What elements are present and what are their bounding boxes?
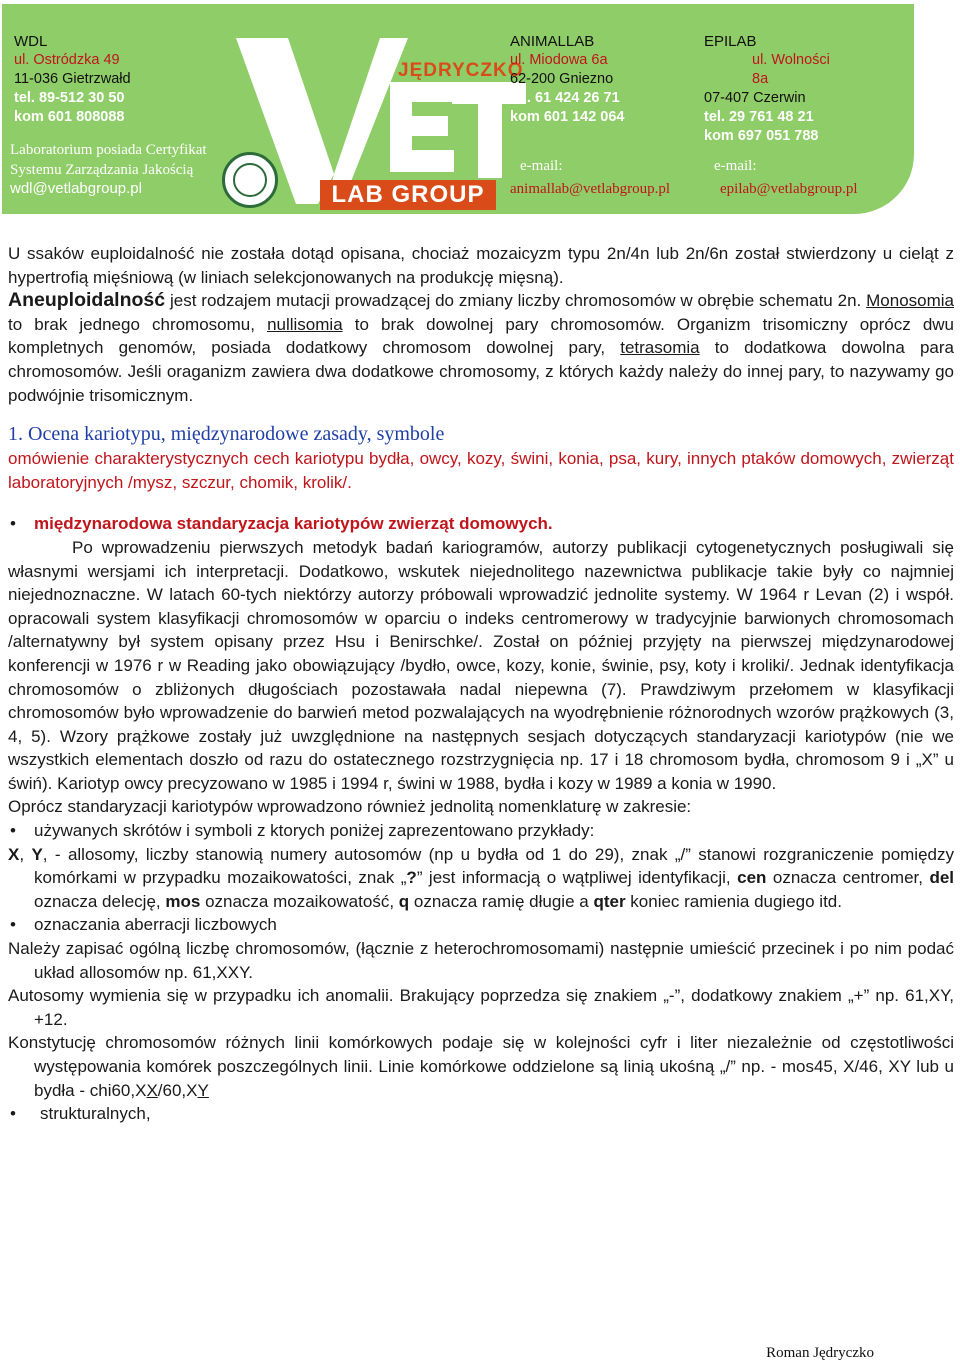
wdl-city: 11-036 Gietrzwałd xyxy=(14,71,131,87)
wdl-address xyxy=(14,32,131,127)
paragraph-symbols xyxy=(8,843,954,914)
sym-qter: qter xyxy=(593,891,626,911)
lab-group-label: LAB GROUP xyxy=(320,180,496,210)
epilab-number: 8a xyxy=(752,71,769,87)
letterhead xyxy=(2,4,914,214)
epilab-city: 07-407 Czerwin xyxy=(704,90,806,106)
paragraph-history: Po wprowadzeniu pierwszych metodyk badań kariogramów, autorzy publikacji cytogenetycznych posługiwali się własnymi wersjami ich interpretacji. Dodatkowo, wskutek niejednolitego nazewnictwa publikacje takie były co najmniej niejednoznaczne. W latach 60-tych niektórzy autorzy próbowali wprowadzić jednolite systemy. W 1964 r Levan (2) i współ. opracowali system klasyfikacji chromosomów w oparciu o indeks centromerowy w tradycyjnie barwionych chromosomach /alternatywny był system opisany przez Hsu i Benirschke/. Został on później przyjęty na pierwszej międzynarodowej konferencji w 1976 r w Reading jako obowiązujący /bydło, owce, kozy, konie, świnie, psy, koty i kroliki/. Jednak identyfikacja chromosomów o zbliżonych długościach pozostawała nadal niepewna (7). Prawdziwym przełomem w klasyfikacji chromosomów było wprowadzenie do barwień metod pozwalających na wyodrębnienie różnorodnych wzorów prążkowych (3, 4, 5). Wzory prążkowe zostały już uwzględnione na następnych sesjach dotyczących standaryzacji kariotypów (nie we wszystkich elementach doszło od razu do ostatecznego rozstrzygnięcia np. 17 i 18 chromosom bydła, chromosom 9 i „X” u świń). Kariotyp owcy precyzowano w 1985 i 1994 r, świni w 1988, bydła i kozy w 1989 a konia w 1990. xyxy=(8,537,954,793)
p2-b: to brak jednego chromosomu, xyxy=(8,314,268,334)
p2-d: to dodatkowa dowolna para chromosomów. Jeśli oraganizm zawiera dwa dodatkowe chromosomy, z których każdy należy do innej pary, to nazywamy go podwójnie trisomicznym. xyxy=(8,338,954,405)
cert-line-1: Laboratorium posiada Certyfikat xyxy=(10,142,207,158)
sym-del: del xyxy=(929,868,954,888)
sym-c: oznacza centromer, xyxy=(766,868,930,888)
bullet-2-text: używanych skrótów i symboli z ktorych poniżej zaprezentowano przykłady: xyxy=(34,821,595,841)
p7-u1: X xyxy=(146,1080,158,1100)
animallab-street: ul. Miodowa 6a xyxy=(510,52,608,68)
cert-line-2: Systemu Zarządzania Jakością xyxy=(10,162,194,178)
bullet-dot-icon: • xyxy=(10,514,16,534)
paragraph-nomenclature: Oprócz standaryzacji kariotypów wprowadzono również jednolitą nomenklaturę w zakresie: xyxy=(8,797,692,817)
animallab-phone: tel. 61 424 26 71 xyxy=(510,90,620,106)
p7-a: Konstytucję chromosomów różnych linii komórkowych podaje się w kolejności cyfr i liter niezależnie od częstotliwości występowania komórek poszczególnych linii. Linie komórkowe oddzielone są linią ukośną „/” np. - mos45, X/46, XY lub u bydła - chi60,X xyxy=(8,1033,954,1100)
sym-x: X xyxy=(8,844,20,864)
section-1-title: 1. Ocena kariotypu, międzynarodowe zasady, symbole xyxy=(8,423,445,446)
p1-text: U ssaków euploidalność nie została dotąd opisana, chociaż mozaicyzm typu 2n/4n lub 2n/6n został stwierdzony u cieląt z hypertrofią mięśniową (w liniach selekcjonowanych na produkcję mięsną). xyxy=(8,244,954,287)
epilab-email[interactable]: epilab@vetlabgroup.pl xyxy=(720,181,858,197)
bullet-3-text: oznaczania aberracji liczbowych xyxy=(34,915,277,935)
animallab-mobile: kom 601 142 064 xyxy=(510,109,625,125)
document-body xyxy=(8,242,954,1126)
section-1-subtitle: omówienie charakterystycznych cech kariotypu bydła, owcy, kozy, świni, konia, psa, kury, innych ptaków domowych, zwierząt laboratoryjnych /mysz, szczur, chomik, krolik/. xyxy=(8,449,954,492)
sym-g: koniec ramienia dugiego itd. xyxy=(625,891,842,911)
animallab-city: 62-200 Gniezno xyxy=(510,71,614,87)
epilab-street: ul. Wolności xyxy=(752,52,830,68)
bullet-dot-icon: • xyxy=(10,915,16,935)
p7-b: /60,X xyxy=(157,1080,198,1100)
epilab-address xyxy=(704,32,830,146)
brand-name: JĘDRYCZKO xyxy=(398,60,524,81)
animallab-name: ANIMALLAB xyxy=(510,33,595,50)
certificate-note xyxy=(10,140,207,180)
p2-c: to brak dowolnej pary chromosomów. Organizm trisomiczny oprócz dwu kompletnych genomów, posiada dodatkowy chromosom dowolnej pary, xyxy=(8,314,955,358)
epilab-name: EPILAB xyxy=(704,33,757,50)
p2-a: jest rodzajem mutacji prowadzącej do zmiany liczby chromosomów w obrębie schematu 2n. xyxy=(165,291,867,311)
sym-a: , - allosomy, liczby stanowią numery autosomów (np u bydła od 1 do 29), znak „/” stanowi rozgraniczenie pomiędzy komórkami w przypadku mozaikowatości, znak „ xyxy=(34,844,954,888)
bullet-4-text: strukturalnych, xyxy=(40,1104,151,1124)
sym-f: oznacza ramię długie a xyxy=(409,891,594,911)
sym-y: Y xyxy=(31,844,43,864)
paragraph-cell-lines xyxy=(8,1031,954,1102)
wdl-email[interactable]: wdl@vetlabgroup.pl xyxy=(10,180,142,197)
p7-u2: Y xyxy=(197,1080,209,1100)
bullet-dot-icon: • xyxy=(10,821,16,841)
sym-cen: cen xyxy=(737,868,767,888)
paragraph-autosomes: Autosomy wymienia się w przypadku ich anomalii. Brakujący poprzedza się znakiem „-”, dodatkowy znakiem „+” np. 61,XY, +12. xyxy=(8,986,954,1029)
epilab-mobile: kom 697 051 788 xyxy=(704,128,819,144)
wdl-phone: tel. 89-512 30 50 xyxy=(14,90,125,106)
epilab-email-label: e-mail: xyxy=(714,158,757,174)
certification-badge-icon xyxy=(222,152,278,208)
bullet-standardization xyxy=(8,512,954,536)
term-aneuploidy: Aneuploidalność xyxy=(8,289,166,312)
wdl-street: ul. Ostródzka 49 xyxy=(14,52,120,68)
sym-e: oznacza mozaikowatość, xyxy=(200,891,399,911)
paragraph-total-count: Należy zapisać ogólną liczbę chromosomów, (łącznie z heterochromosomami) następnie umieścić przecinek i po nim podać układ allosomów np. 61,XXY. xyxy=(8,939,954,982)
animallab-address xyxy=(510,32,624,127)
term-monosomy: Monosomia xyxy=(866,291,954,311)
term-tetrasomy: tetrasomia xyxy=(620,338,700,358)
wdl-name: WDL xyxy=(14,33,48,50)
author-footer: Roman Jędryczko xyxy=(766,1345,874,1361)
epilab-phone: tel. 29 761 48 21 xyxy=(704,109,814,125)
paragraph-euploidy xyxy=(8,242,954,289)
sym-d: oznacza delecję, xyxy=(34,891,166,911)
animallab-email-label: e-mail: xyxy=(520,158,563,174)
sym-mos: mos xyxy=(165,891,201,911)
animallab-email[interactable]: animallab@vetlabgroup.pl xyxy=(510,181,671,197)
bullet-structural xyxy=(8,1102,954,1126)
bullet-symbols xyxy=(8,819,954,843)
sym-question: ? xyxy=(406,868,417,888)
term-nullisomy: nullisomia xyxy=(267,314,343,334)
bullet-dot-icon: • xyxy=(10,1104,16,1124)
sym-sep: , xyxy=(19,844,32,864)
bullet-1-text: międzynarodowa standaryzacja kariotypów zwierząt domowych. xyxy=(34,514,553,534)
wdl-mobile: kom 601 808088 xyxy=(14,109,125,125)
paragraph-aneuploidy xyxy=(8,289,954,407)
sym-q: q xyxy=(398,891,410,911)
bullet-numeric-aberrations xyxy=(8,913,954,937)
sym-b: ” jest informacją o wątpliwej identyfikacji, xyxy=(416,868,738,888)
